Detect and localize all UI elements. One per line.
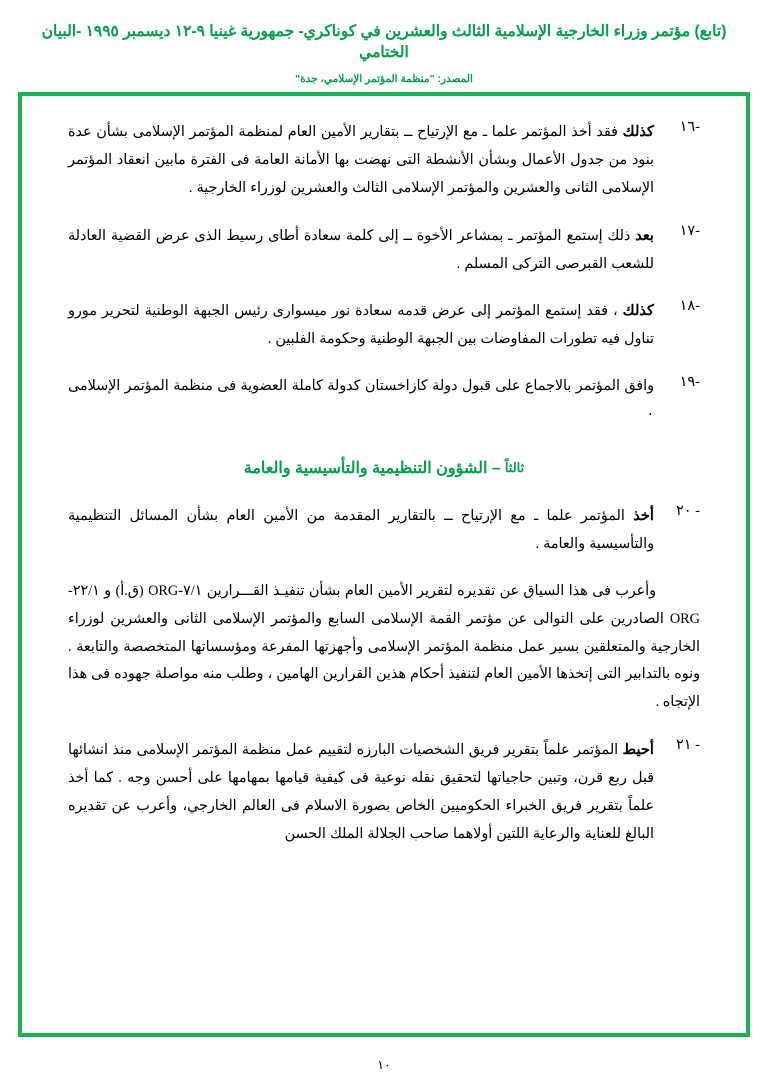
section-title: – الشؤون التنظيمية والتأسيسية والعامة — [243, 460, 501, 477]
paragraph-text — [68, 502, 654, 559]
content-frame — [18, 92, 750, 1037]
paragraph-lead: أحيط — [622, 742, 654, 759]
paragraph-lead: أخذ — [633, 508, 654, 524]
paragraph-rest: المؤتمر علماً بتقرير فريق الشخصيات البارزه لتقييم عمل منظمة المؤتمر الإسلامى منذ انشائها قبل ربع قرن، وتبين حاجياتها لتحقيق نقله نوعية فى كيفية قيامها بمهامها على أحسن وجه . كما أخذ علماً بتقرير فريق الخبراء الحكوميين الخاص بصورة الاسلام فى العالم الخارجي، وأعرب عن تقديره البالغ للعناية والرعاية اللتين أولاهما صاحب الجلالة الملك الحسن — [68, 742, 654, 842]
paragraph-20 — [68, 502, 700, 559]
paragraph-number: -١٦ — [679, 119, 700, 135]
paragraph-lead: بعد — [635, 227, 654, 244]
paragraph-text — [68, 297, 654, 354]
paragraph-rest: وافق المؤتمر بالاجماع على قبول دولة كازاخستان كدولة كاملة العضوية فى منظمة المؤتمر الإسلامى ٠ — [68, 378, 654, 422]
paragraph-lead: كذلك — [622, 303, 654, 320]
paragraph-text — [68, 736, 654, 849]
paragraph-18 — [68, 297, 700, 354]
paragraph-number: - ٢١ — [675, 737, 700, 754]
paragraph-rest: المؤتمر علما ـ مع الإرتياح ــ بالتقارير المقدمة من الأمين العام بشأن المسائل التنظيمية والتأسيسية والعامة . — [68, 508, 654, 552]
section-mark: ثالثاً — [504, 460, 525, 475]
paragraph-16 — [68, 118, 700, 203]
paragraph-rest: فقد أخذ المؤتمر علما ـ مع الإرتياح ــ بتقارير الأمين العام لمنظمة المؤتمر الإسلامى بشأن عدة بنود من جدول الأعمال وبشأن الأنشطة التى نهضت بها الأمانة العامة فى الفترة مابين انعقاد المؤتمر الإسلامى الثانى والعشرين والمؤتمر الإسلامى الثالث والعشرين لوزراء الخارجية . — [68, 124, 654, 196]
section-heading — [68, 458, 700, 478]
paragraph-number: - ٢٠ — [675, 503, 700, 519]
paragraph-rest: ذلك إستمع المؤتمر ـ بمشاعر الأخوة ــ إلى كلمة سعادة أطاى رسيط الذى عرض القضية العادلة للشعب القبرصى التركى المسلم . — [68, 227, 654, 272]
paragraph-number: -١٨ — [679, 298, 700, 315]
paragraph-text — [68, 373, 654, 428]
page-number: ١٠ — [377, 1058, 391, 1072]
paragraph-text — [68, 118, 654, 203]
paragraph-17 — [68, 222, 700, 279]
paragraph-number: -١٩ — [679, 374, 700, 391]
header-title: (تابع) مؤتمر وزراء الخارجية الإسلامية الثالث والعشرين في كوناكري- جمهورية غينيا ٩-١٢ ديسمبر ١٩٩٥ -البيان الختامي — [41, 23, 727, 61]
header-source: المصدر: "منظمة المؤتمر الإسلامي، جدة" — [295, 72, 473, 85]
page-footer — [0, 1057, 768, 1073]
paragraph-number: -١٧ — [679, 222, 700, 239]
paragraph-21 — [68, 736, 700, 849]
paragraph-lead: كذلك — [622, 124, 654, 140]
unnumbered-paragraph: وأعرب فى هذا السياق عن تقديره لتقرير الأمين العام بشأن تنفيـذ القـــرارين ٧/١-ORG (ق.أ) و ٢٢/١-ORG الصادرين على التوالى عن مؤتمر القمة الإسلامى السابع والمؤتمر الإسلامى الثانى والعشرين لوزراء الخارجية والمتعلقين بسير عمل منظمة المؤتمر الإسلامى وأجهزتها المفرعة ومؤسساتها المتخصصة والتابعة . ونوه بالتدابير التى إتخذها الأمين العام لتنفيذ أحكام هذين القرارين الهامين ، وطلب منه مواصلة جهوده فى هذا الإتجاه . — [68, 582, 700, 711]
document-header — [0, 0, 768, 85]
paragraph-text — [68, 222, 654, 279]
paragraph-rest: ، فقد إستمع المؤتمر إلى عرض قدمه سعادة نور ميسوارى رئيس الجبهة الوطنية لتحرير مورو تناول فيه تطورات المفاوضات بين الجبهة الوطنية وحكومة الفلبين . — [68, 303, 654, 348]
paragraph-19 — [68, 373, 700, 428]
content-body — [22, 96, 746, 1033]
